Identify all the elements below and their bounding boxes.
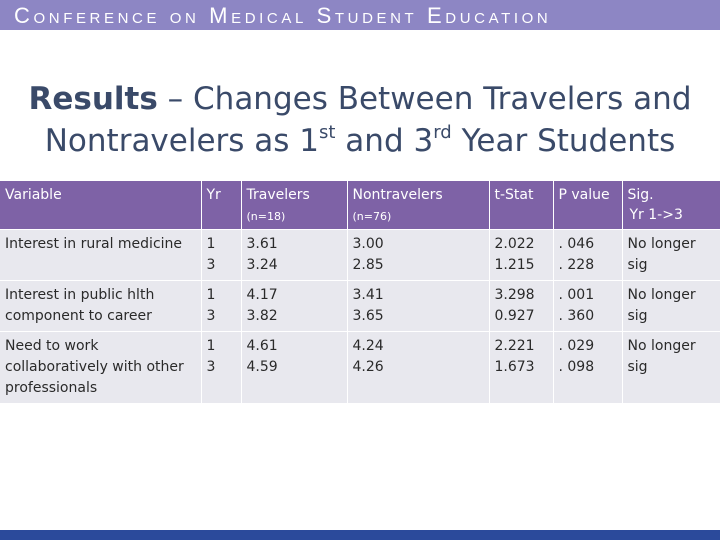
slide-title-sup-rd: rd (433, 122, 452, 143)
cell-p3: . 360 (558, 308, 595, 324)
cell-yr (201, 281, 241, 332)
table-row (0, 281, 720, 332)
cell-p1: . 001 (558, 287, 595, 303)
header-yr: Yr (201, 181, 241, 230)
cell-yr1: 1 (206, 338, 216, 354)
table-header-row (0, 181, 720, 230)
slide-title-part-a: Nontravelers as 1 (44, 123, 320, 159)
cell-t3: 1.673 (494, 359, 535, 375)
cell-non1: 3.41 (352, 287, 384, 303)
cell-pvalue (553, 332, 622, 404)
cell-variable: Interest in rural medicine (0, 230, 201, 281)
results-table (0, 181, 720, 404)
cell-nontravelers (347, 332, 489, 404)
header-travelers-label: Travelers (246, 187, 310, 203)
cell-yr1: 1 (206, 287, 216, 303)
header-pvalue: P value (553, 181, 622, 230)
header-nontravelers (347, 181, 489, 230)
cell-nontravelers (347, 281, 489, 332)
header-travelers-n: (n=18) (246, 210, 286, 223)
header-travelers (241, 181, 347, 230)
slide-title-sup-st: st (319, 122, 336, 143)
cell-trav1: 3.61 (246, 236, 278, 252)
slide-title (0, 78, 720, 162)
cell-p1: . 046 (558, 236, 595, 252)
cell-non3: 4.26 (352, 359, 384, 375)
cell-variable: Need to work collaboratively with other professionals (0, 332, 201, 404)
cell-sig: No longer sig (622, 281, 720, 332)
cell-sig: No longer sig (622, 332, 720, 404)
slide-title-part-c: Year Students (451, 123, 676, 159)
cell-t3: 1.215 (494, 257, 535, 273)
cell-travelers (241, 230, 347, 281)
slide-title-part-b: and 3 (335, 123, 434, 159)
cell-yr3: 3 (206, 257, 216, 273)
table-row (0, 230, 720, 281)
bottom-accent-bar (0, 530, 720, 540)
cell-sig: No longer sig (622, 230, 720, 281)
cell-non3: 2.85 (352, 257, 384, 273)
header-nontravelers-label: Nontravelers (352, 187, 443, 203)
cell-non3: 3.65 (352, 308, 384, 324)
cell-travelers (241, 332, 347, 404)
table-row (0, 332, 720, 404)
slide-title-bold: Results (28, 81, 158, 117)
cell-trav1: 4.17 (246, 287, 278, 303)
cell-trav1: 4.61 (246, 338, 278, 354)
cell-yr3: 3 (206, 308, 216, 324)
cell-yr (201, 230, 241, 281)
cell-travelers (241, 281, 347, 332)
header-variable: Variable (0, 181, 201, 230)
header-sig (622, 181, 720, 230)
cell-trav3: 3.24 (246, 257, 278, 273)
cell-yr (201, 332, 241, 404)
cell-yr3: 3 (206, 359, 216, 375)
cell-pvalue (553, 230, 622, 281)
cell-yr1: 1 (206, 236, 216, 252)
conference-header-bar (0, 0, 720, 30)
cell-pvalue (553, 281, 622, 332)
cell-tstat (489, 332, 553, 404)
slide-title-line-1 (0, 78, 720, 120)
cell-p3: . 228 (558, 257, 595, 273)
header-sig-line1: Sig. (627, 187, 654, 203)
cell-non1: 3.00 (352, 236, 384, 252)
slide-title-line1-rest: – Changes Between Travelers and (157, 81, 692, 117)
cell-t1: 2.022 (494, 236, 535, 252)
header-tstat: t-Stat (489, 181, 553, 230)
cell-p1: . 029 (558, 338, 595, 354)
cell-trav3: 3.82 (246, 308, 278, 324)
cell-non1: 4.24 (352, 338, 384, 354)
header-sig-line2: Yr 1->3 (629, 207, 683, 223)
cell-t1: 2.221 (494, 338, 535, 354)
cell-tstat (489, 230, 553, 281)
cell-nontravelers (347, 230, 489, 281)
header-nontravelers-n: (n=76) (352, 210, 392, 223)
cell-p3: . 098 (558, 359, 595, 375)
cell-t3: 0.927 (494, 308, 535, 324)
slide-title-line-2 (0, 120, 720, 162)
conference-title: Conference on Medical Student Education (14, 3, 552, 28)
cell-variable: Interest in public hlth component to career (0, 281, 201, 332)
cell-trav3: 4.59 (246, 359, 278, 375)
cell-t1: 3.298 (494, 287, 535, 303)
cell-tstat (489, 281, 553, 332)
